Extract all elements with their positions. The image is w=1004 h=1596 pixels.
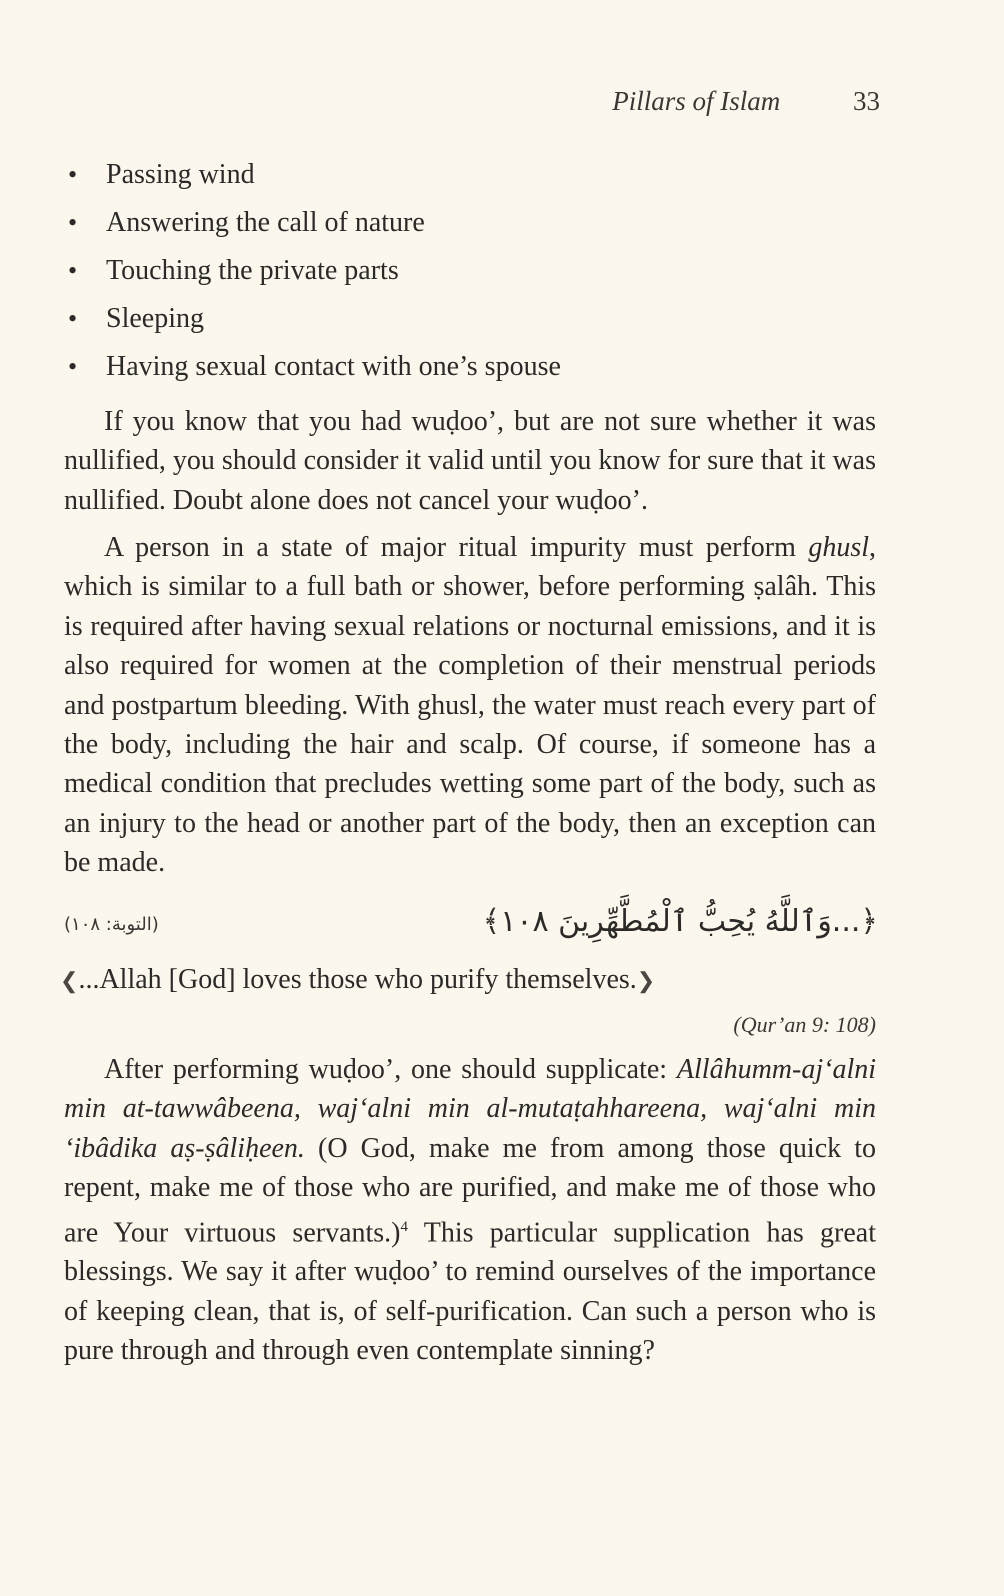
paragraph-ghusl: A person in a state of major ritual impurity must perform ghusl, which is similar to a full bath or shower, before performing ṣalâh. This is required after having sexual relations or nocturnal emissions, and it is also required for women at the completion of their menstrual periods and postpartum bleeding. With ghusl, the water must reach every part of the body, including the hair and scalp. Of course, if someone has a medical condition that precludes wetting some part of the body, such as an injury to the head or another part of the body, then an exception can be made. bbox=[64, 532, 876, 879]
nullifiers-list bbox=[66, 156, 886, 396]
page-number: 33 bbox=[853, 86, 880, 116]
running-title: Pillars of Islam bbox=[612, 86, 781, 116]
list-item: • Answering the call of nature bbox=[66, 204, 886, 252]
bullet-icon: • bbox=[68, 256, 78, 285]
footnote-marker: 4 bbox=[400, 1218, 409, 1235]
bullet-icon: • bbox=[68, 208, 78, 237]
list-item: • Sleeping bbox=[66, 300, 886, 348]
arabic-reference: (التوبة: ١٠٨) bbox=[64, 914, 159, 935]
list-item: • Passing wind bbox=[66, 156, 886, 204]
running-head-wrap bbox=[612, 86, 880, 117]
paragraph-wudoo-doubt: If you know that you had wuḍoo’, but are not sure whether it was nullified, you should consider it valid until you know for sure that it was nullified. Doubt alone does not cancel your wuḍoo’. bbox=[64, 406, 876, 516]
ornate-bracket-close-icon: ❯ bbox=[636, 968, 656, 993]
ornate-bracket-open-icon: ❮ bbox=[60, 968, 79, 993]
paragraph-supplication: After performing wuḍoo’, one should supplicate: Allâhumm-aj‘alni min at-tawwâbeena, waj‘alni min al-mutaṭahhareena, waj‘alni min ‘ibâdika aṣ-ṣâliḥeen. (O God, make me from among those quick to repent, make me of those who are purified, and make me of those who are Your virtuous servants.)$^4$ This particular supplication has great blessings. We say it after wuḍoo’ to remind ourselves of the importance of keeping clean, that is, of self-purification. Can such a person who is pure through and through even contemplate sinning? bbox=[64, 1054, 877, 1367]
list-item: • Touching the private parts bbox=[66, 252, 886, 300]
bullet-icon: • bbox=[68, 160, 78, 189]
bullet-icon: • bbox=[68, 352, 78, 381]
arabic-verse: ﴿...وَٱللَّهُ يُحِبُّ ٱلْمُطَّهِّرِينَ ١٠٨﴾ bbox=[482, 904, 878, 939]
verse-translation: ❮...Allah [God] loves those who purify themselves.❯ bbox=[60, 964, 656, 995]
list-item: • Having sexual contact with one’s spouse bbox=[66, 348, 886, 396]
bullet-icon: • bbox=[68, 304, 78, 333]
verse-source: (Qur’an 9: 108) bbox=[733, 1012, 876, 1037]
